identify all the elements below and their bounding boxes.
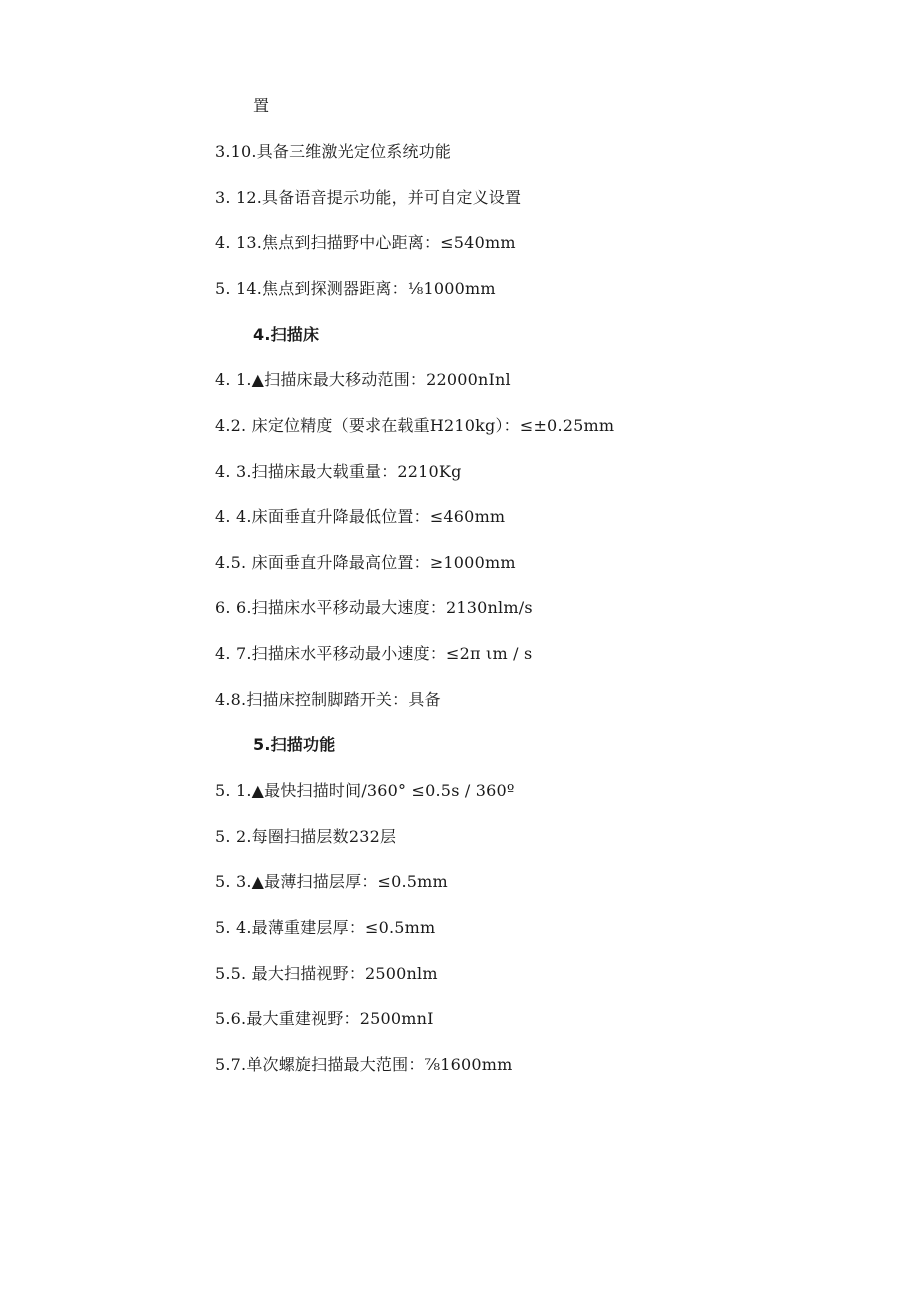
spec-item-4-5: 4.5. 床面垂直升降最高位置：≥1000mm <box>215 553 516 572</box>
spec-item-3-10: 3.10.具备三维激光定位系统功能 <box>215 142 452 161</box>
continuation-text: 置 <box>253 96 270 115</box>
spec-item-4-4: 4. 4.床面垂直升降最低位置：≤460mm <box>215 507 506 526</box>
spec-item-5-6: 5.6.最大重建视野：2500mnI <box>215 1009 434 1028</box>
spec-item-4-6: 6. 6.扫描床水平移动最大速度：2130nlm/s <box>215 598 533 617</box>
spec-item-4-3: 4. 3.扫描床最大载重量：2210Kg <box>215 462 462 481</box>
spec-item-4-1: 4. 1.▲扫描床最大移动范围：22000nInl <box>215 370 511 389</box>
spec-item-5-1: 5. 1.▲最快扫描时间/360° ≤0.5s / 360º <box>215 781 515 800</box>
spec-item-5-4: 5. 4.最薄重建层厚：≤0.5mm <box>215 918 436 937</box>
spec-item-5-7: 5.7.单次螺旋扫描最大范围：⅞1600mm <box>215 1055 513 1074</box>
spec-item-3-14: 5. 14.焦点到探测器距离：⅛1000mm <box>215 279 496 298</box>
section-heading-scan-bed: 4.扫描床 <box>253 325 320 344</box>
spec-item-5-5: 5.5. 最大扫描视野：2500nlm <box>215 964 438 983</box>
section-heading-scan-function: 5.扫描功能 <box>253 735 336 754</box>
spec-item-3-12: 3. 12.具备语音提示功能，并可自定义设置 <box>215 188 522 207</box>
spec-item-4-2: 4.2. 床定位精度（要求在载重H210kg）：≤±0.25mm <box>215 416 615 435</box>
spec-item-3-13: 4. 13.焦点到扫描野中心距离：≤540mm <box>215 233 516 252</box>
spec-item-4-8: 4.8.扫描床控制脚踏开关：具备 <box>215 690 441 709</box>
spec-item-5-2: 5. 2.每圈扫描层数232层 <box>215 827 397 846</box>
spec-item-4-7: 4. 7.扫描床水平移动最小速度：≤2π ιm / s <box>215 644 533 663</box>
spec-item-5-3: 5. 3.▲最薄扫描层厚：≤0.5mm <box>215 872 448 891</box>
